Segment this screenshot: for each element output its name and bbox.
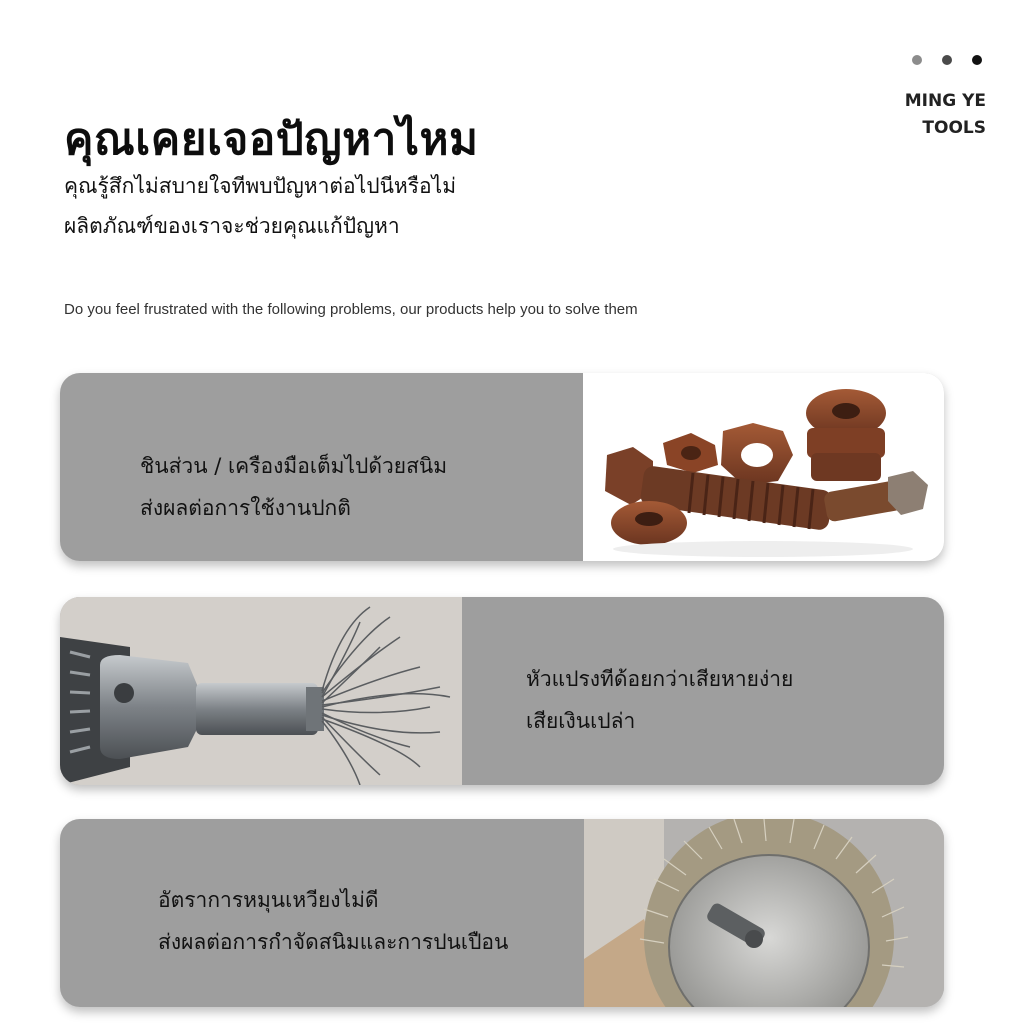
card-line-1: อัตราการหมุนเหวียงไม่ดี — [158, 888, 379, 912]
card-text — [526, 658, 793, 742]
problem-card-rust — [60, 373, 944, 561]
card-line-2: ส่งผลต่อการกำจัดสนิมและการปนเปือน — [158, 930, 509, 954]
english-description: Do you feel frustrated with the following problems, our products help you to solve them — [64, 301, 638, 318]
card-line-2: ส่งผลต่อการใช้งานปกติ — [140, 496, 351, 520]
dot-indicator — [972, 55, 982, 65]
dot-indicator — [942, 55, 952, 65]
rusty-bolts-nuts-photo — [583, 373, 944, 561]
frayed-wire-brush-drill-photo — [60, 597, 462, 785]
problem-card-brush-damage — [60, 597, 944, 785]
dot-indicator — [912, 55, 922, 65]
problem-card-rotation — [60, 819, 944, 1007]
page-title: คุณเคยเจอปัญหาไหม — [64, 114, 479, 165]
subtitle-line-2: ผลิตภัณฑ์ของเราจะช่วยคุณแก้ปัญหา — [64, 214, 400, 238]
brand-line-1: MING YE — [904, 91, 986, 111]
card-line-1: หัวแปรงทีด้อยกว่าเสียหายง่าย — [526, 667, 794, 691]
subtitle-line-1: คุณรู้สึกไม่สบายใจทีพบปัญหาต่อไปนีหรือไม่ — [64, 174, 457, 198]
card-line-2: เสียเงินเปล่า — [526, 709, 636, 733]
card-line-1: ชินส่วน / เครืองมือเต็มไปด้วยสนิม — [140, 454, 448, 478]
cup-wire-brush-photo — [584, 819, 944, 1007]
brand-logo — [905, 88, 986, 142]
brand-line-2: TOOLS — [922, 118, 986, 138]
card-text — [158, 879, 508, 963]
card-text — [140, 445, 447, 529]
pagination-dots — [912, 55, 982, 65]
